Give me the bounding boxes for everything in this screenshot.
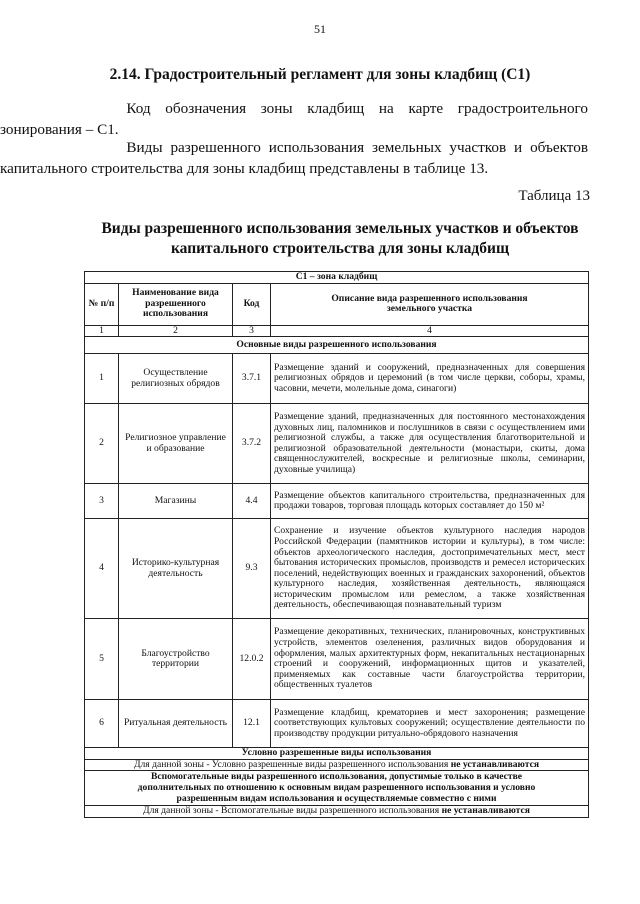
col-number: 4 [271, 325, 589, 337]
main-uses-header: Основные виды разрешенного использования [85, 337, 589, 354]
row-desc: Размещение объектов капитального строительства, предназначенных для продажи товаров, торговая площадь которых составляет до 150 м² [271, 484, 589, 519]
row-desc: Размещение декоративных, технических, планировочных, конструктивных устройств, элементов озеленения, различных видов оборудования и оформления, малых архитектурных форм, некапитальных нестационарных строений и сооружений, информационных щитов и указателей, применяемых как составные части благоустройства территории, общественных туалетов [271, 619, 589, 700]
col-header-code: Код [233, 283, 271, 325]
col-header-num: № п/п [85, 283, 119, 325]
col-number: 1 [85, 325, 119, 337]
row-desc: Сохранение и изучение объектов культурного наследия народов Российской Федерации (памятников истории и культуры), в том числе: объектов археологического наследия, достопримечательных мест, мест бытования исторических промыслов, производств и ремесел исторических поселений, недействующих военных и гражданских захоронений, объектов культурного наследия, хозяйственная деятельность, являющаяся историческим промыслом или ремеслом, а также хозяйственная деятельность, обеспечивающая познавательный туризм [271, 519, 589, 619]
row-name: Историко-культурная деятельность [119, 519, 233, 619]
paragraph-line: Код обозначения зоны кладбищ на карте градостроительного [126, 100, 588, 117]
col-number: 3 [233, 325, 271, 337]
note-text: Для данной зоны - Условно разрешенные виды разрешенного использования [133, 758, 449, 770]
table-row [85, 354, 589, 404]
row-desc: Размещение зданий и сооружений, предназначенных для совершения религиозных обрядов и церемоний (в том числе церкви, соборы, храмы, часовни, мечети, молельные дома, синагоги) [271, 354, 589, 404]
conditional-uses-header: Условно разрешенные виды использования [85, 748, 589, 760]
table-row [85, 619, 589, 700]
row-num: 6 [85, 700, 119, 748]
row-name: Благоустройство территории [119, 619, 233, 700]
conditional-uses-header-row [85, 748, 589, 760]
table-row [85, 519, 589, 619]
column-header-row [85, 283, 589, 325]
row-code: 9.3 [233, 519, 271, 619]
col-header-desc: Описание вида разрешенного использования земельного участка [271, 283, 589, 325]
row-code: 3.7.1 [233, 354, 271, 404]
auxiliary-uses-header-row [85, 771, 589, 806]
col-header-name: Наименование вида разрешенного использования [119, 283, 233, 325]
note-status: не устанавливаются [450, 758, 540, 770]
table-title-line: Виды разрешенного использования земельных участков и объектов [101, 220, 579, 237]
row-name: Религиозное управление и образование [119, 404, 233, 484]
note-status: не устанавливаются [441, 805, 530, 817]
col-number: 2 [119, 325, 233, 337]
table-row [85, 484, 589, 519]
paragraph-line: капитального строительства для зоны кладбищ представлены в таблице 13. [0, 160, 489, 177]
page-number: 51 [314, 22, 326, 36]
paragraph-line: зонирования – С1. [0, 121, 119, 138]
auxiliary-uses-note-row [85, 806, 589, 818]
row-num: 5 [85, 619, 119, 700]
row-desc: Размещение зданий, предназначенных для постоянного местонахождения духовных лиц, паломников и послушников в связи с осуществлением ими религиозной службы, а также для осуществления благотворительной и религиозной образовательной деятельности (монастыри, скиты, дома священнослужителей, воскресные и религиозные школы, семинарии, духовные училища) [271, 404, 589, 484]
row-num: 2 [85, 404, 119, 484]
table-title-line: капитального строительства для зоны кладбищ [170, 240, 510, 257]
row-num: 4 [85, 519, 119, 619]
auxiliary-uses-note [85, 806, 589, 818]
permitted-use-table [84, 271, 589, 818]
row-desc: Размещение кладбищ, крематориев и мест захоронения; размещение соответствующих культовых сооружений; осуществление деятельности по производству продукции ритуально-обрядового назначения [271, 700, 589, 748]
conditional-uses-note-row [85, 759, 589, 771]
row-name: Магазины [119, 484, 233, 519]
row-code: 4.4 [233, 484, 271, 519]
row-num: 3 [85, 484, 119, 519]
table-reference-paragraph [0, 137, 588, 179]
row-name: Осуществление религиозных обрядов [119, 354, 233, 404]
conditional-uses-note [85, 759, 589, 771]
column-number-row [85, 325, 589, 337]
main-uses-header-row [85, 337, 589, 354]
section-title: 2.14. Градостроительный регламент для зоны кладбищ (С1) [109, 66, 531, 83]
zone-header-row [85, 272, 589, 284]
table-caption: Таблица 13 [518, 188, 590, 204]
table-row [85, 700, 589, 748]
table-title [60, 219, 620, 259]
row-code: 3.7.2 [233, 404, 271, 484]
paragraph-line: Виды разрешенного использования земельных участков и объектов [126, 139, 588, 156]
auxiliary-uses-header: Вспомогательные виды разрешенного использования, допустимые только в качестве дополнительных по отношению к основным видам разрешенного использования и условно разрешенным видам использования и осуществляемые совместно с ними [85, 771, 589, 806]
note-text: Для данной зоны - Вспомогательные виды разрешенного использования [143, 805, 440, 817]
row-code: 12.0.2 [233, 619, 271, 700]
zone-header: С1 – зона кладбищ [85, 272, 589, 284]
table-row [85, 404, 589, 484]
row-name: Ритуальная деятельность [119, 700, 233, 748]
zone-code-paragraph [0, 98, 588, 140]
row-code: 12.1 [233, 700, 271, 748]
row-num: 1 [85, 354, 119, 404]
